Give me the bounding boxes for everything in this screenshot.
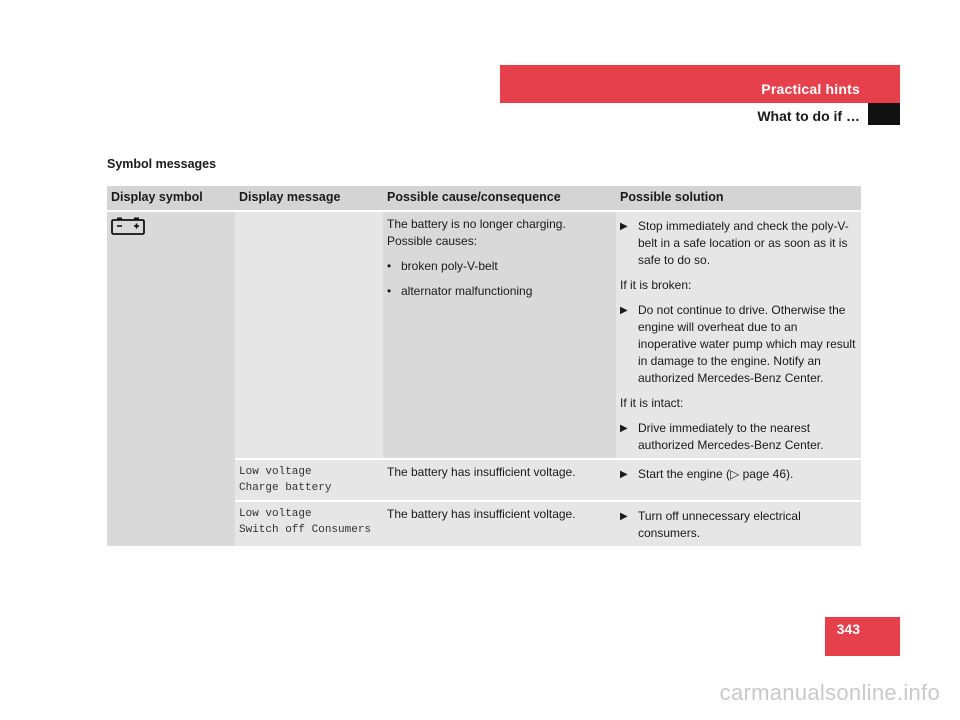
column-header: Display message xyxy=(235,186,383,211)
page-number: 343 xyxy=(836,621,860,637)
bullet-icon: • xyxy=(387,284,392,298)
bullet-icon: • xyxy=(387,259,392,273)
table-row xyxy=(107,211,861,459)
solution-cell xyxy=(616,459,861,501)
cause-label: Possible causes: xyxy=(387,234,478,248)
triangle-right-icon: ▶ xyxy=(620,511,628,522)
solution-step: ▶ Turn off unnecessary electrical consumers. xyxy=(620,509,801,540)
header-band xyxy=(500,65,900,103)
display-message-cell xyxy=(235,211,383,459)
solution-condition: If it is intact: xyxy=(620,396,684,410)
page-reference-link[interactable]: page 46 xyxy=(742,467,787,481)
solution-step: ▶ Do not continue to drive. Otherwise the engine will overheat due to an inoperative water pump which may result in damage to the engine. Notify an authorized Mercedes-Benz Center. xyxy=(620,303,856,385)
display-message-cell xyxy=(235,459,383,501)
page-number-box xyxy=(825,617,900,656)
cause-cell xyxy=(383,211,616,459)
solution-cell xyxy=(616,501,861,546)
battery-icon xyxy=(111,217,145,235)
cause-cell: The battery has insufficient voltage. xyxy=(383,459,616,501)
solution-cell xyxy=(616,211,861,459)
watermark: carmanualsonline.info xyxy=(719,680,940,705)
message-line: Low voltage xyxy=(239,508,312,520)
solution-step: ▶ Stop immediately and check the poly-V-belt in a safe location or as soon as it is safe to do so. xyxy=(620,219,849,267)
chapter-title: Practical hints xyxy=(761,81,860,97)
triangle-right-icon: ▶ xyxy=(620,221,628,232)
list-item: • alternator malfunctioning xyxy=(387,284,533,298)
section-subtitle: What to do if … xyxy=(757,108,860,124)
message-line: Switch off Consumers xyxy=(239,524,372,536)
symbol-messages-table xyxy=(107,186,861,546)
triangle-right-icon: ▶ xyxy=(620,305,628,316)
display-symbol-cell xyxy=(107,211,235,546)
message-line: Low voltage xyxy=(239,466,312,478)
solution-step: ▶ Drive immediately to the nearest authorized Mercedes-Benz Center. xyxy=(620,421,824,452)
cause-cell: The battery has insufficient voltage. xyxy=(383,501,616,546)
solution-condition: If it is broken: xyxy=(620,278,692,292)
triangle-right-icon: ▶ xyxy=(620,469,628,480)
column-header: Possible solution xyxy=(616,186,861,211)
message-line: Charge battery xyxy=(239,482,332,494)
solution-step: ▶ Start the engine (▷ page 46). xyxy=(620,467,794,481)
list-item: • broken poly-V-belt xyxy=(387,259,498,273)
triangle-right-icon: ▶ xyxy=(620,423,628,434)
thumb-tab xyxy=(868,103,900,125)
display-message-cell xyxy=(235,501,383,546)
column-header: Possible cause/consequence xyxy=(383,186,616,211)
page-ref-icon: ▷ xyxy=(730,467,743,481)
column-header: Display symbol xyxy=(107,186,235,211)
section-title: Symbol messages xyxy=(107,157,217,171)
table-header-row xyxy=(107,186,861,211)
cause-intro: The battery is no longer charging. xyxy=(387,217,566,231)
